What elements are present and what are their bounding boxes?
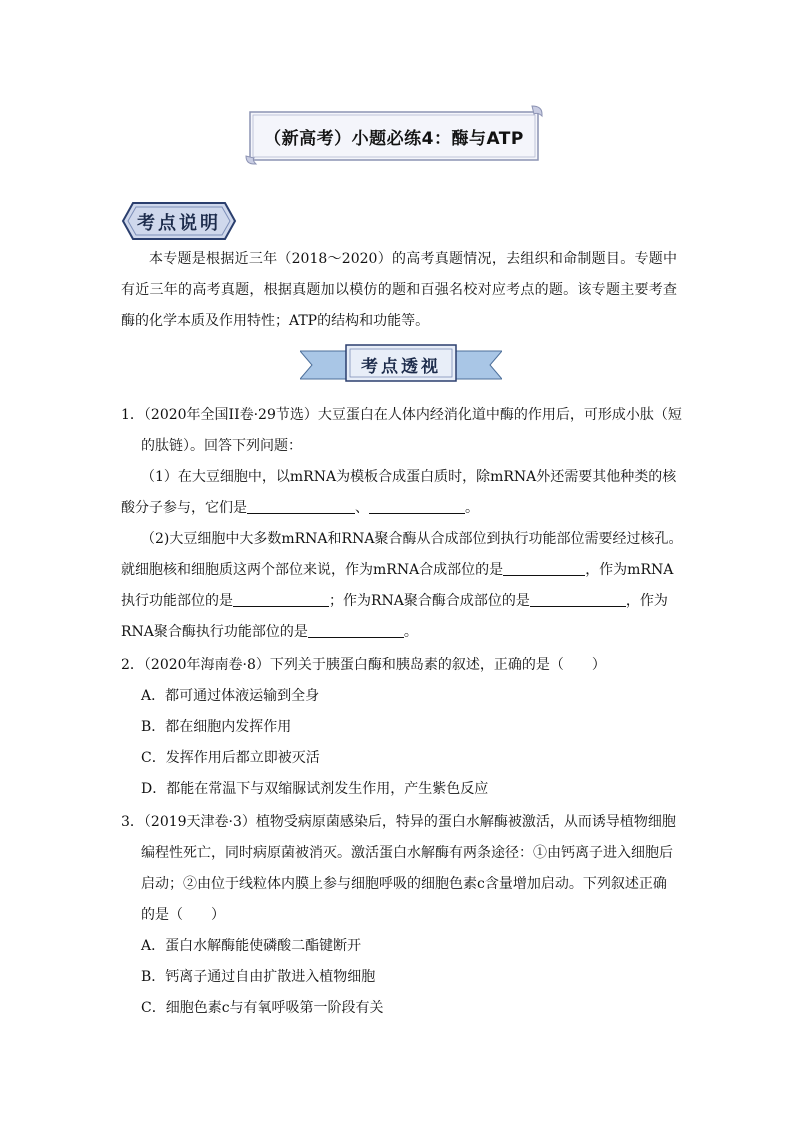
answer-blank[interactable]	[247, 499, 355, 514]
answer-blank[interactable]	[530, 592, 626, 607]
q2-stem: 2．（2020年海南卷·8）下列关于胰蛋白酶和胰岛素的叙述，正确的是（ ）	[121, 657, 606, 673]
q1-part1-line1: （1）在大豆细胞中，以mRNA为模板合成蛋白质时，除mRNA外还需要其他种类的核	[141, 469, 677, 485]
intro-paragraph	[121, 244, 677, 337]
section-badge-perspective	[300, 343, 502, 383]
text-span: 执行功能部位的是	[121, 593, 233, 609]
answer-blank[interactable]	[233, 592, 329, 607]
q2-option-a[interactable]: A．都可通过体液运输到全身	[141, 688, 320, 704]
section-badge-exam-points	[121, 201, 237, 241]
answer-blank[interactable]	[369, 499, 465, 514]
q1-part2-line3	[121, 590, 668, 610]
q3-option-a[interactable]: A．蛋白水解酶能使磷酸二酯键断开	[141, 938, 362, 954]
q2-option-d[interactable]: D．都能在常温下与双缩脲试剂发生作用，产生紫色反应	[141, 781, 489, 797]
answer-blank[interactable]	[308, 623, 404, 638]
text-span: ；作为RNA聚合酶合成部位的是	[329, 593, 530, 609]
q3-option-b[interactable]: B．钙离子通过自由扩散进入植物细胞	[141, 969, 376, 985]
q1-stem-line2: 的肽链）。回答下列问题：	[141, 438, 302, 454]
page-title: （新高考）小题必练4：酶与ATP	[264, 129, 524, 149]
q3-stem-line3: 启动；②由位于线粒体内膜上参与细胞呼吸的细胞色素c含量增加启动。下列叙述正确	[141, 876, 667, 892]
q1-part1-line2	[121, 497, 479, 517]
text-span: RNA聚合酶执行功能部位的是	[121, 624, 308, 640]
text-span: ，作为	[625, 593, 668, 609]
q2-option-c[interactable]: C．发挥作用后都立即被灭活	[141, 750, 320, 766]
text-span: 、	[355, 500, 369, 516]
text-span: 酸分子参与，它们是	[121, 500, 247, 516]
text-span: 就细胞核和细胞质这两个部位来说，作为mRNA合成部位的是	[121, 562, 504, 578]
text-span: 。	[465, 500, 479, 516]
q2-option-b[interactable]: B．都在细胞内发挥作用	[141, 719, 292, 735]
q1-part2-line1: （2)大豆细胞中大多数mRNA和RNA聚合酶从合成部位到执行功能部位需要经过核孔。	[141, 531, 683, 547]
q3-option-c[interactable]: C．细胞色素c与有氧呼吸第一阶段有关	[141, 1000, 384, 1016]
intro-text: 本专题是根据近三年（2018～2020）的高考真题情况，去组织和命制题目。专题中有近三年的高考真题，根据真题加以模仿的题和百强名校对应考点的题。该专题主要考查酶的化学本质及作用特性；ATP的结构和功能等。	[121, 251, 677, 329]
q3-stem-line2: 编程性死亡，同时病原菌被消灭。激活蛋白水解酶有两条途径：①由钙离子进入细胞后	[141, 845, 673, 861]
q3-stem-line1: 3．（2019天津卷·3）植物受病原菌感染后，特异的蛋白水解酶被激活，从而诱导植物细胞	[121, 814, 676, 830]
q1-part2-line2	[121, 559, 673, 579]
title-banner	[244, 104, 544, 166]
section-badge-label: 考点说明	[137, 213, 221, 234]
section-badge-label: 考点透视	[361, 357, 441, 377]
q1-stem-line1: 1．（2020年全国II卷·29节选）大豆蛋白在人体内经消化道中酶的作用后，可形成小肽（短	[121, 407, 682, 423]
text-span: 。	[403, 624, 418, 640]
q3-stem-line4: 的是（ ）	[141, 907, 225, 923]
q1-part2-line4	[121, 621, 418, 641]
answer-blank[interactable]	[503, 561, 585, 576]
text-span: ，作为mRNA	[585, 562, 674, 578]
